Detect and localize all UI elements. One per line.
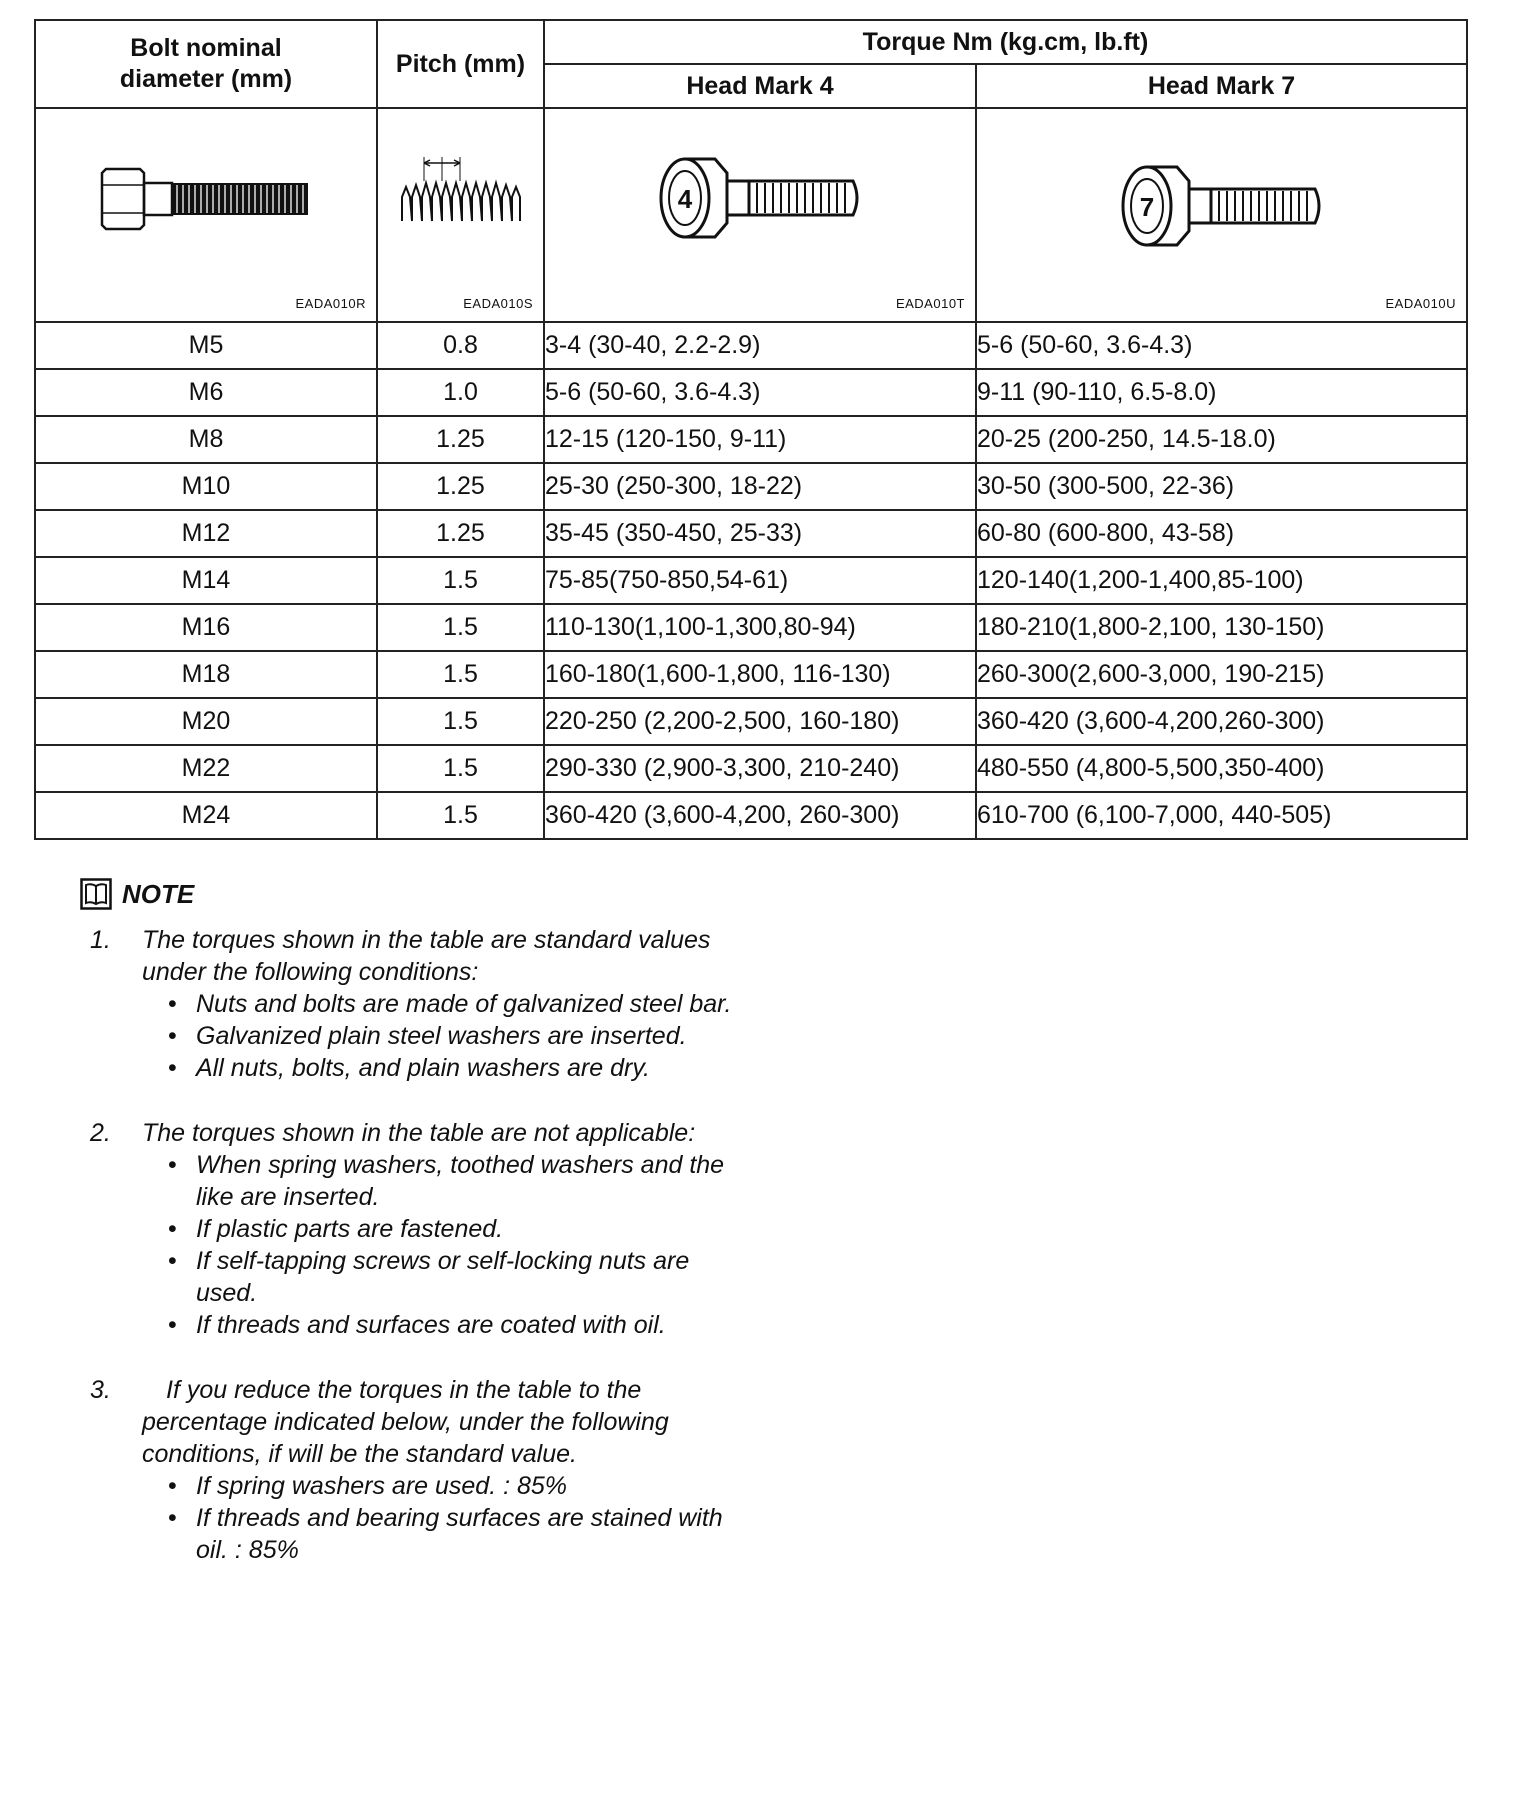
pitch-cell: 1.5: [377, 651, 544, 698]
figure-mark7-cell: [976, 108, 1467, 322]
note-bullet: • If spring washers are used. : 85%: [196, 1470, 740, 1502]
bolt-size-cell: M16: [35, 604, 377, 651]
pitch-cell: 1.25: [377, 416, 544, 463]
figure-mark4-cell: [544, 108, 976, 322]
table-row: [35, 745, 1467, 792]
figure-pitch-cell: [377, 108, 544, 322]
note-item-text: The torques shown in the table are standard values under the following conditions:: [142, 926, 711, 986]
note-bullet: • If threads and surfaces are coated with oil.: [196, 1309, 740, 1341]
head-mark-7-torque-cell: 9-11 (90-110, 6.5-8.0): [976, 369, 1467, 416]
bolt-size-cell: M18: [35, 651, 377, 698]
head-mark-4-torque-cell: 5-6 (50-60, 3.6-4.3): [544, 369, 976, 416]
table-row: [35, 510, 1467, 557]
bolt-head-mark-4-icon: [655, 153, 865, 243]
thread-pitch-icon: [398, 149, 524, 229]
bolt-head-mark-7-icon: [1117, 161, 1327, 251]
note-header: [80, 878, 740, 910]
pitch-cell: 1.5: [377, 792, 544, 839]
note-bullet-list: [142, 988, 740, 1084]
head-mark-4-torque-cell: 110-130(1,100-1,300,80-94): [544, 604, 976, 651]
table-row: [35, 463, 1467, 510]
head-mark-4-torque-cell: 360-420 (3,600-4,200, 260-300): [544, 792, 976, 839]
head-mark-4-torque-cell: 3-4 (30-40, 2.2-2.9): [544, 322, 976, 369]
bolt-size-cell: M6: [35, 369, 377, 416]
pitch-cell: 1.5: [377, 557, 544, 604]
note-bullet: • All nuts, bolts, and plain washers are dry.: [196, 1052, 740, 1084]
head-mark-4-torque-cell: 75-85(750-850,54-61): [544, 557, 976, 604]
note-bullet: • Nuts and bolts are made of galvanized steel bar.: [196, 988, 740, 1020]
pitch-cell: 1.25: [377, 463, 544, 510]
head-mark-7-torque-cell: 20-25 (200-250, 14.5-18.0): [976, 416, 1467, 463]
bolt-size-cell: M10: [35, 463, 377, 510]
head-mark-4-torque-cell: 220-250 (2,200-2,500, 160-180): [544, 698, 976, 745]
head-mark-4-torque-cell: 12-15 (120-150, 9-11): [544, 416, 976, 463]
bolt-size-cell: M8: [35, 416, 377, 463]
table-row: [35, 698, 1467, 745]
note-item: [80, 1117, 740, 1341]
bolt-size-cell: M24: [35, 792, 377, 839]
torque-table: [34, 19, 1468, 840]
head-mark-label: 4: [677, 184, 693, 214]
note-bullet: • Galvanized plain steel washers are inserted.: [196, 1020, 740, 1052]
bolt-size-cell: M12: [35, 510, 377, 557]
head-mark-7-torque-cell: 180-210(1,800-2,100, 130-150): [976, 604, 1467, 651]
note-item-number: 2.: [90, 1119, 111, 1147]
note-list: [80, 924, 740, 1566]
bolt-side-view-icon: [98, 159, 314, 239]
note-section: [80, 878, 740, 1599]
figure-bolt-cell: [35, 108, 377, 322]
header-torque: Torque Nm (kg.cm, lb.ft): [544, 20, 1467, 64]
table-row: [35, 604, 1467, 651]
note-bullet: • If self-tapping screws or self-locking nuts are used.: [196, 1245, 740, 1309]
table-row: [35, 557, 1467, 604]
note-item-number: 1.: [90, 926, 111, 954]
header-head-mark-4: Head Mark 4: [544, 64, 976, 108]
table-body: [35, 322, 1467, 839]
table-row: [35, 369, 1467, 416]
head-mark-4-torque-cell: 160-180(1,600-1,800, 116-130): [544, 651, 976, 698]
pitch-cell: 1.5: [377, 745, 544, 792]
table-row: [35, 416, 1467, 463]
note-item: [80, 924, 740, 1084]
figure-code: EADA010R: [295, 296, 366, 311]
figure-code: EADA010U: [1385, 296, 1456, 311]
note-bullet: • If plastic parts are fastened.: [196, 1213, 740, 1245]
note-item-text: The torques shown in the table are not applicable:: [142, 1119, 696, 1147]
head-mark-4-torque-cell: 290-330 (2,900-3,300, 210-240): [544, 745, 976, 792]
header-bolt-diameter: Bolt nominal diameter (mm): [35, 20, 377, 108]
head-mark-7-torque-cell: 360-420 (3,600-4,200,260-300): [976, 698, 1467, 745]
bolt-size-cell: M14: [35, 557, 377, 604]
head-mark-7-torque-cell: 480-550 (4,800-5,500,350-400): [976, 745, 1467, 792]
note-bullet-list: [142, 1470, 740, 1566]
table-row: [35, 792, 1467, 839]
figure-code: EADA010T: [895, 296, 965, 311]
head-mark-4-torque-cell: 25-30 (250-300, 18-22): [544, 463, 976, 510]
note-bullet: • If threads and bearing surfaces are stained with oil. : 85%: [196, 1502, 740, 1566]
note-item-number: 3.: [90, 1376, 111, 1404]
head-mark-4-torque-cell: 35-45 (350-450, 25-33): [544, 510, 976, 557]
header-pitch: Pitch (mm): [377, 20, 544, 108]
head-mark-7-torque-cell: 610-700 (6,100-7,000, 440-505): [976, 792, 1467, 839]
figure-code: EADA010S: [463, 296, 533, 311]
head-mark-label: 7: [1139, 192, 1154, 222]
note-title: NOTE: [122, 879, 195, 909]
book-icon: [80, 878, 112, 910]
table-row: [35, 322, 1467, 369]
bolt-size-cell: M5: [35, 322, 377, 369]
head-mark-7-torque-cell: 5-6 (50-60, 3.6-4.3): [976, 322, 1467, 369]
head-mark-7-torque-cell: 260-300(2,600-3,000, 190-215): [976, 651, 1467, 698]
pitch-cell: 1.5: [377, 698, 544, 745]
head-mark-7-torque-cell: 60-80 (600-800, 43-58): [976, 510, 1467, 557]
pitch-cell: 1.0: [377, 369, 544, 416]
note-item: [80, 1374, 740, 1566]
pitch-cell: 0.8: [377, 322, 544, 369]
header-head-mark-7: Head Mark 7: [976, 64, 1467, 108]
head-mark-7-torque-cell: 120-140(1,200-1,400,85-100): [976, 557, 1467, 604]
note-bullet: • When spring washers, toothed washers and the like are inserted.: [196, 1149, 740, 1213]
head-mark-7-torque-cell: 30-50 (300-500, 22-36): [976, 463, 1467, 510]
bolt-size-cell: M22: [35, 745, 377, 792]
pitch-cell: 1.5: [377, 604, 544, 651]
bolt-size-cell: M20: [35, 698, 377, 745]
table-row: [35, 651, 1467, 698]
note-item-text: If you reduce the torques in the table to the percentage indicated below, under the following conditions, if will be the standard value.: [142, 1376, 669, 1468]
pitch-cell: 1.25: [377, 510, 544, 557]
note-bullet-list: [142, 1149, 740, 1341]
